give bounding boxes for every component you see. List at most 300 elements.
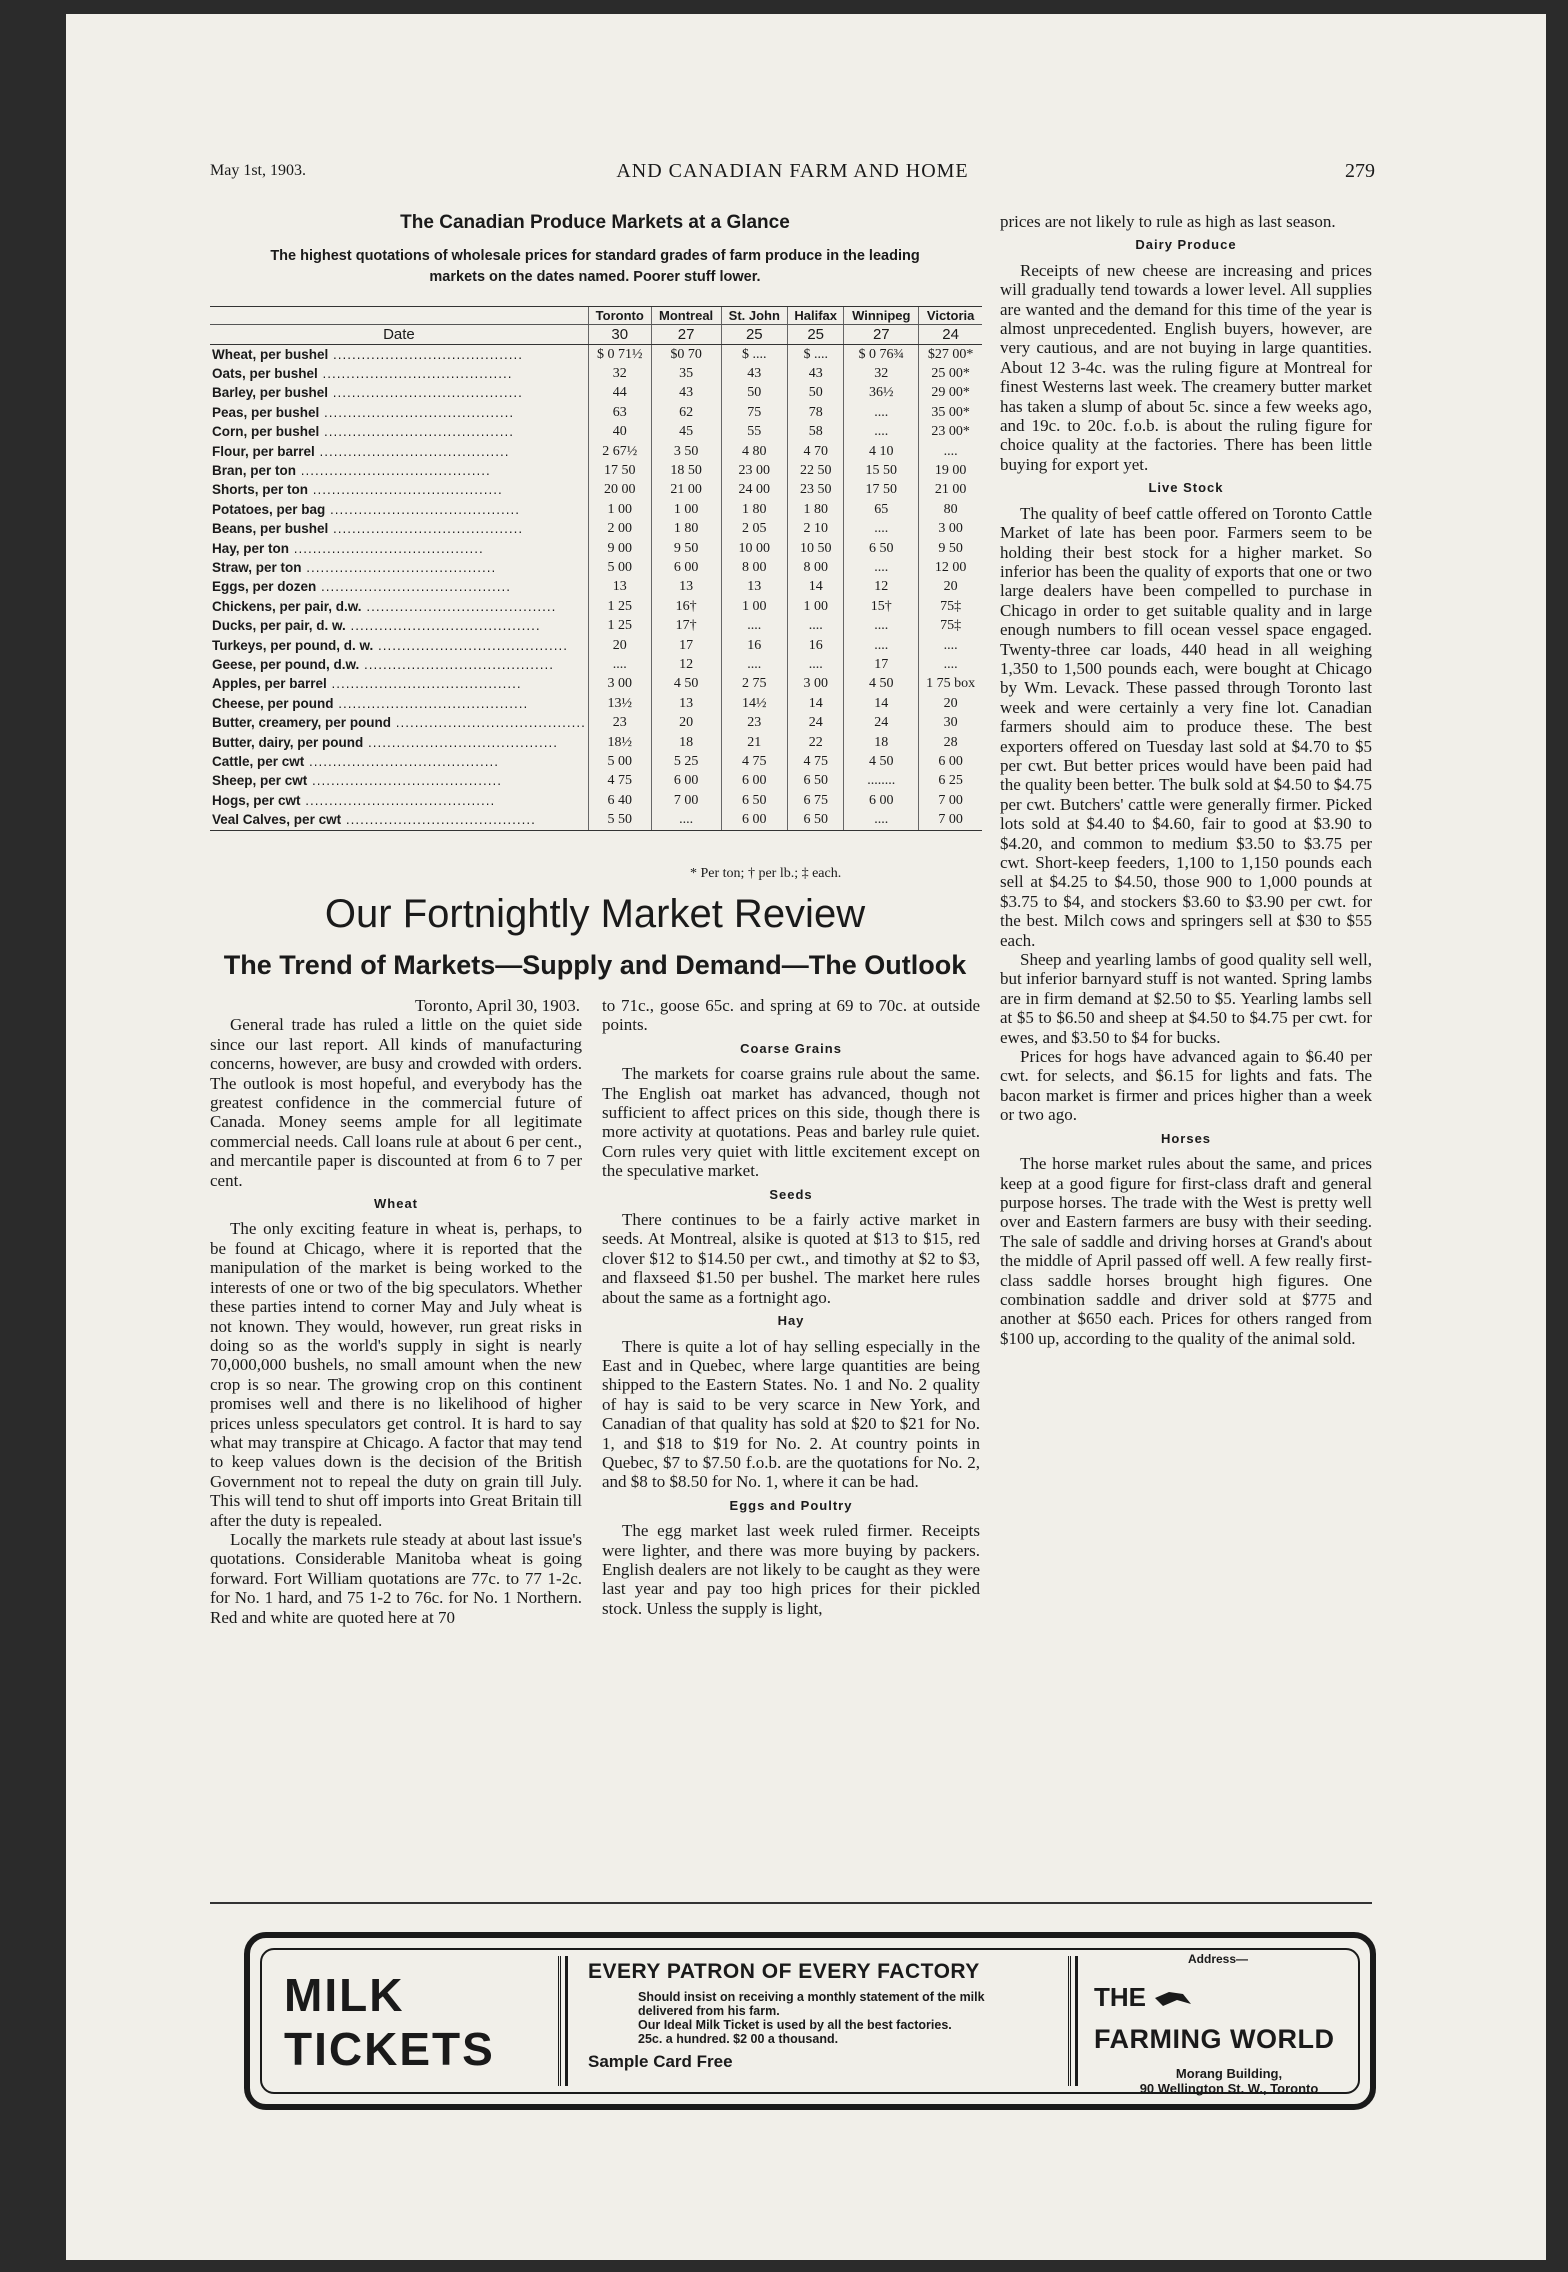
- header-date: May 1st, 1903.: [210, 162, 306, 179]
- price-cell: 43: [788, 364, 844, 383]
- ad-mailing-address: [1094, 2066, 1364, 2096]
- price-cell: 14: [788, 694, 844, 713]
- header-title: AND CANADIAN FARM AND HOME: [616, 160, 969, 182]
- commodity-label: Hogs, per cwt: [212, 792, 301, 808]
- price-cell: 1 25: [588, 616, 651, 635]
- paragraph: Receipts of new cheese are increasing and prices will gradually tend towards a lower level. All supplies are wanted and the demand for this time of the year is almost unprecedented. English buyers, however, are very cautious, and are not buying in large quantities. About 12 3-4c. was the ruling figure at Montreal for finest Westerns last week. The creamery butter market has taken a slump of about 5c. since a few weeks ago, and 19c. to 20c. f.o.b. is about the ruling figure for choice quality at the factories. There has been little buying for export yet.: [1000, 260, 1372, 474]
- ad-product-name: [284, 1968, 495, 2076]
- commodity-cell: [210, 403, 588, 422]
- ad-the: [1094, 1982, 1193, 2013]
- page-number: 279: [1345, 160, 1375, 182]
- section-heading: Wheat: [374, 1196, 418, 1212]
- table-row: [210, 772, 982, 791]
- price-cell: 35 00*: [919, 403, 982, 422]
- ad-line: delivered from his farm.: [638, 2004, 780, 2018]
- leader-dots: ........................................: [307, 773, 503, 789]
- section-heading: Dairy Produce: [1135, 237, 1237, 253]
- price-cell: 43: [721, 364, 788, 383]
- paragraph: prices are not likely to rule as high as last season.: [1000, 212, 1336, 231]
- price-cell: 5 00: [588, 558, 651, 577]
- price-cell: 6 00: [721, 772, 788, 791]
- table-title: The Canadian Produce Markets at a Glance: [400, 212, 790, 233]
- commodity-cell: [210, 500, 588, 519]
- commodity-label: Corn, per bushel: [212, 424, 320, 440]
- table-row: [210, 442, 982, 461]
- paragraph: The only exciting feature in wheat is, perhaps, to be found at Chicago, where it is reported that the manipulation of the market is being worked to the interests of one or two of the big speculators. Whether these parties intend to corner May and July wheat is not known. They would, however, run great risks in doing so as the world's supply in sight is nearly 70,000,000 bushels, no small amount when the new crop is so near. The growing crop on this continent promises well and there is no likelihood of higher prices unless speculators get control. It is hard to say what may transpire at Chicago. A factor that may tend to keep values down is the decision of the British Government not to repeal the duty on grain till July. This will tend to shut off imports into Great Britain till after the duty is repealed.: [210, 1219, 582, 1530]
- commodity-label: Butter, dairy, per pound: [212, 734, 364, 750]
- date-header-spacer: [210, 307, 588, 325]
- price-cell: 44: [588, 384, 651, 403]
- price-cell: 18 50: [651, 461, 721, 480]
- price-cell: 6 50: [844, 539, 919, 558]
- price-cell: 16†: [651, 597, 721, 616]
- price-cell: ....: [788, 616, 844, 635]
- paragraph: The markets for coarse grains rule about the same. The English oat market has advanced, though not sufficient to affect prices on this side, though there is more activity at quotations. Peas and barley rule quiet. Corn rules very quiet with little excitement except on the speculative market.: [602, 1064, 980, 1181]
- price-cell: 22: [788, 733, 844, 752]
- price-cell: 58: [788, 423, 844, 442]
- leader-dots: ........................................: [328, 385, 523, 401]
- price-cell: 36½: [844, 384, 919, 403]
- price-cell: ....: [844, 423, 919, 442]
- paragraph: The egg market last week ruled firmer. Receipts were lighter, and there was more buying by packers. English dealers are not likely to be caught as they were last year and pay too high prices for their pickled stock. Unless the supply is light,: [602, 1521, 980, 1618]
- commodity-cell: [210, 481, 588, 500]
- leader-dots: ........................................: [333, 695, 529, 711]
- price-cell: 18½: [588, 733, 651, 752]
- table-row: [210, 616, 982, 635]
- price-cell: 20: [919, 694, 982, 713]
- table-row: [210, 364, 982, 383]
- paragraph: General trade has ruled a little on the quiet side since our last report. All kinds of manufacturing concerns, however, are busy and crowded with orders. The outlook is most hopeful, and everybody has the greatest confidence in the commercial future of Canada. Money seems ample for all legitimate commercial needs. Call loans rule at about 6 per cent., and mercantile paper is discounted at from 6 to 7 per cent.: [210, 1015, 582, 1190]
- ad-tickets: TICKETS: [284, 2023, 495, 2075]
- ad-the-text: THE: [1094, 1982, 1146, 2012]
- table-row: [210, 520, 982, 539]
- commodity-label: Cattle, per cwt: [212, 753, 305, 769]
- commodity-cell: [210, 772, 588, 791]
- price-cell: ....: [919, 655, 982, 674]
- commodity-cell: [210, 461, 588, 480]
- price-cell: 23 00*: [919, 423, 982, 442]
- price-cell: $ 0 76¾: [844, 345, 919, 365]
- price-cell: 78: [788, 403, 844, 422]
- commodity-label: Oats, per bushel: [212, 366, 318, 382]
- commodity-cell: [210, 616, 588, 635]
- date-value: 24: [919, 325, 982, 345]
- commodity-cell: [210, 423, 588, 442]
- ad-line: Should insist on receiving a monthly statement of the milk: [638, 1990, 985, 2004]
- price-cell: 6 25: [919, 772, 982, 791]
- plough-icon: [1153, 1988, 1193, 2010]
- price-cell: 3 00: [588, 675, 651, 694]
- table-row: [210, 791, 982, 810]
- commodity-label: Butter, creamery, per pound: [212, 715, 392, 731]
- ad-line: Our Ideal Milk Ticket is used by all the best factories.: [638, 2018, 952, 2032]
- commodity-cell: [210, 442, 588, 461]
- section-heading: Live Stock: [1148, 480, 1224, 496]
- price-cell: 5 25: [651, 752, 721, 771]
- commodity-cell: [210, 558, 588, 577]
- price-cell: 50: [788, 384, 844, 403]
- price-cell: 19 00: [919, 461, 982, 480]
- price-cell: 28: [919, 733, 982, 752]
- price-cell: 7 00: [919, 791, 982, 810]
- table-row: [210, 752, 982, 771]
- price-cell: ....: [721, 616, 788, 635]
- leader-dots: ........................................: [316, 579, 512, 595]
- price-cell: 6 40: [588, 791, 651, 810]
- commodity-label: Geese, per pound, d.w.: [212, 656, 360, 672]
- price-cell: 4 75: [588, 772, 651, 791]
- price-cell: 13: [588, 578, 651, 597]
- article-column-1: [210, 996, 582, 1627]
- produce-price-table: [210, 306, 982, 831]
- price-cell: 43: [651, 384, 721, 403]
- price-cell: 18: [651, 733, 721, 752]
- table-subtitle-line-2: markets on the dates named. Poorer stuff lower.: [429, 269, 761, 285]
- price-cell: 5 00: [588, 752, 651, 771]
- price-cell: 1 75 box: [919, 675, 982, 694]
- price-cell: 22 50: [788, 461, 844, 480]
- price-cell: 13: [651, 694, 721, 713]
- price-cell: 50: [721, 384, 788, 403]
- price-cell: 16: [788, 636, 844, 655]
- table-row: [210, 694, 982, 713]
- price-cell: 20: [588, 636, 651, 655]
- leader-dots: ........................................: [391, 715, 586, 731]
- price-cell: $ 0 71½: [588, 345, 651, 365]
- leader-dots: ........................................: [304, 753, 500, 769]
- ad-address-label: Address—: [1188, 1952, 1249, 1966]
- date-value: 30: [588, 325, 651, 345]
- price-cell: 6 00: [919, 752, 982, 771]
- table-row: [210, 500, 982, 519]
- commodity-cell: [210, 713, 588, 732]
- leader-dots: ........................................: [308, 482, 503, 498]
- price-cell: 6 00: [844, 791, 919, 810]
- table-row: [210, 713, 982, 732]
- commodity-label: Turkeys, per pound, d. w.: [212, 637, 374, 653]
- paragraph: to 71c., goose 65c. and spring at 69 to 70c. at outside points.: [602, 996, 980, 1035]
- price-cell: 65: [844, 500, 919, 519]
- price-cell: 17 50: [844, 481, 919, 500]
- leader-dots: ........................................: [328, 346, 524, 362]
- price-cell: 4 80: [721, 442, 788, 461]
- price-cell: 2 10: [788, 520, 844, 539]
- price-cell: ........: [844, 772, 919, 791]
- ad-address-line: Morang Building,: [1175, 2066, 1283, 2081]
- price-cell: 1 00: [651, 500, 721, 519]
- price-cell: 4 75: [788, 752, 844, 771]
- price-cell: 15†: [844, 597, 919, 616]
- table-row: [210, 481, 982, 500]
- price-cell: 9 50: [919, 539, 982, 558]
- table-body: [210, 345, 982, 831]
- article-subtitle: The Trend of Markets—Supply and Demand—The Outlook: [223, 950, 967, 980]
- price-cell: 23: [721, 713, 788, 732]
- city-header: Toronto: [588, 307, 651, 325]
- date-value: 27: [651, 325, 721, 345]
- price-cell: 12 00: [919, 558, 982, 577]
- section-heading: Seeds: [769, 1186, 813, 1202]
- price-cell: ....: [651, 810, 721, 830]
- price-cell: ....: [844, 616, 919, 635]
- table-row: [210, 655, 982, 674]
- leader-dots: ........................................: [325, 501, 521, 517]
- table-row: [210, 384, 982, 403]
- price-cell: $0 70: [651, 345, 721, 365]
- price-cell: 15 50: [844, 461, 919, 480]
- city-header: Halifax: [788, 307, 844, 325]
- price-cell: 1 00: [721, 597, 788, 616]
- commodity-cell: [210, 345, 588, 365]
- price-cell: 63: [588, 403, 651, 422]
- price-cell: 14: [844, 694, 919, 713]
- leader-dots: ........................................: [289, 540, 484, 556]
- price-cell: 24: [844, 713, 919, 732]
- city-header: Montreal: [651, 307, 721, 325]
- price-cell: 62: [651, 403, 721, 422]
- price-cell: 4 10: [844, 442, 919, 461]
- leader-dots: ........................................: [345, 618, 541, 634]
- table-row: [210, 403, 982, 422]
- article-title: Our Fortnightly Market Review: [324, 892, 866, 936]
- commodity-label: Ducks, per pair, d. w.: [212, 618, 346, 634]
- table-row: [210, 461, 982, 480]
- table-row: [210, 810, 982, 830]
- price-cell: ....: [844, 403, 919, 422]
- ad-headline: EVERY PATRON OF EVERY FACTORY: [588, 1960, 980, 1983]
- price-cell: 7 00: [919, 810, 982, 830]
- leader-dots: ........................................: [319, 424, 515, 440]
- leader-dots: ........................................: [317, 366, 513, 382]
- commodity-label: Hay, per ton: [212, 540, 290, 556]
- section-heading: Coarse Grains: [740, 1040, 842, 1056]
- price-cell: 1 80: [651, 520, 721, 539]
- price-cell: 14½: [721, 694, 788, 713]
- price-cell: $ ....: [721, 345, 788, 365]
- table-row: [210, 539, 982, 558]
- price-cell: 21 00: [651, 481, 721, 500]
- commodity-cell: [210, 675, 588, 694]
- leader-dots: ........................................: [328, 521, 524, 537]
- price-cell: 23: [588, 713, 651, 732]
- milk-tickets-advertisement: [244, 1932, 1376, 2110]
- commodity-label: Cheese, per pound: [212, 695, 334, 711]
- commodity-cell: [210, 791, 588, 810]
- commodity-cell: [210, 364, 588, 383]
- price-cell: 8 00: [788, 558, 844, 577]
- price-cell: 10 00: [721, 539, 788, 558]
- price-cell: 6 00: [651, 772, 721, 791]
- price-cell: 6 00: [721, 810, 788, 830]
- price-cell: 1 80: [721, 500, 788, 519]
- commodity-cell: [210, 520, 588, 539]
- leader-dots: ........................................: [326, 676, 522, 692]
- city-header: St. John: [721, 307, 788, 325]
- leader-dots: ........................................: [296, 463, 491, 479]
- commodity-label: Peas, per bushel: [212, 404, 320, 420]
- price-cell: 1 80: [788, 500, 844, 519]
- price-cell: 30: [919, 713, 982, 732]
- price-cell: 32: [844, 364, 919, 383]
- date-value: 25: [721, 325, 788, 345]
- price-cell: 6 50: [721, 791, 788, 810]
- price-cell: ....: [588, 655, 651, 674]
- paragraph: There is quite a lot of hay selling especially in the East and in Quebec, where large quantities are being shipped to the Eastern States. No. 1 and No. 2 quality of hay is said to be very scarce in New York, and Canadian of that quality has sold at $20 to $21 for No. 1, and $18 to $19 for No. 2. At country points in Quebec, $7 to $7.50 f.o.b. are the quotations for No. 2, and $8 to $8.50 for No. 1, where it can be had.: [602, 1336, 980, 1492]
- price-cell: 1 25: [588, 597, 651, 616]
- price-cell: 21 00: [919, 481, 982, 500]
- price-cell: 23 00: [721, 461, 788, 480]
- commodity-label: Bran, per ton: [212, 463, 297, 479]
- price-cell: 24: [788, 713, 844, 732]
- price-cell: 2 67½: [588, 442, 651, 461]
- leader-dots: ........................................: [361, 598, 557, 614]
- price-cell: 9 00: [588, 539, 651, 558]
- section-heading: Hay: [777, 1313, 805, 1329]
- price-cell: 35: [651, 364, 721, 383]
- price-cell: ....: [844, 810, 919, 830]
- price-cell: 32: [588, 364, 651, 383]
- leader-dots: ........................................: [359, 656, 555, 672]
- price-cell: 1 00: [788, 597, 844, 616]
- price-cell: 24 00: [721, 481, 788, 500]
- commodity-cell: [210, 636, 588, 655]
- commodity-label: Apples, per barrel: [212, 676, 327, 692]
- price-cell: 17: [651, 636, 721, 655]
- leader-dots: ........................................: [319, 404, 515, 420]
- price-cell: 13: [651, 578, 721, 597]
- price-cell: 6 75: [788, 791, 844, 810]
- price-cell: $ ....: [788, 345, 844, 365]
- price-cell: 17†: [651, 616, 721, 635]
- table-row: [210, 423, 982, 442]
- commodity-cell: [210, 597, 588, 616]
- article-column-3: [1000, 212, 1372, 1348]
- commodity-cell: [210, 733, 588, 752]
- commodity-cell: [210, 810, 588, 830]
- ad-line: 25c. a hundred. $2 00 a thousand.: [638, 2032, 839, 2046]
- price-cell: 10 50: [788, 539, 844, 558]
- commodity-label: Flour, per barrel: [212, 443, 315, 459]
- table-footnote: * Per ton; † per lb.; ‡ each.: [690, 866, 842, 881]
- date-value: 27: [844, 325, 919, 345]
- leader-dots: ........................................: [300, 792, 496, 808]
- price-cell: 18: [844, 733, 919, 752]
- commodity-cell: [210, 384, 588, 403]
- leader-dots: ........................................: [314, 443, 510, 459]
- price-cell: 4 70: [788, 442, 844, 461]
- price-cell: $27 00*: [919, 345, 982, 365]
- leader-dots: ........................................: [373, 637, 569, 653]
- date-header: Date: [210, 325, 588, 345]
- price-cell: 8 00: [721, 558, 788, 577]
- commodity-cell: [210, 578, 588, 597]
- paragraph: Prices for hogs have advanced again to $6.40 per cwt. for selects, and $6.15 for lights and fats. The bacon market is firmer and prices higher than a week or two ago.: [1000, 1047, 1372, 1125]
- table-row: [210, 733, 982, 752]
- commodity-label: Sheep, per cwt: [212, 773, 308, 789]
- price-cell: 17 50: [588, 461, 651, 480]
- section-heading: Horses: [1160, 1130, 1212, 1146]
- commodity-cell: [210, 655, 588, 674]
- commodity-label: Chickens, per pair, d.w.: [212, 598, 362, 614]
- section-heading: Eggs and Poultry: [729, 1497, 853, 1513]
- table-row: [210, 345, 982, 365]
- price-cell: 2 75: [721, 675, 788, 694]
- ad-body: [638, 1990, 1058, 2046]
- price-cell: 2 00: [588, 520, 651, 539]
- paragraph: There continues to be a fairly active market in seeds. At Montreal, alsike is quoted at $13 to $15, red clover $12 to $14.50 per cwt., and timothy at $2 to $3, and flaxseed $1.50 per bushel. The market here rules about the same as a fortnight ago.: [602, 1210, 980, 1307]
- price-cell: 6 50: [788, 810, 844, 830]
- city-header: Victoria: [919, 307, 982, 325]
- table-row: [210, 558, 982, 577]
- commodity-cell: [210, 752, 588, 771]
- price-cell: 20: [651, 713, 721, 732]
- table-row: [210, 675, 982, 694]
- price-cell: 13: [721, 578, 788, 597]
- city-header: Winnipeg: [844, 307, 919, 325]
- ad-address-line: 90 Wellington St. W., Toronto: [1139, 2081, 1319, 2096]
- commodity-cell: [210, 694, 588, 713]
- price-cell: ....: [919, 442, 982, 461]
- commodity-label: Barley, per bushel: [212, 385, 329, 401]
- paragraph: Locally the markets rule steady at about last issue's quotations. Considerable Manitoba wheat is going forward. Fort William quotations are 77c. to 77 1-2c. for No. 1 hard, and 75 1-2 to 76c. for No. 1 Northern. Red and white are quoted here at 70: [210, 1529, 582, 1627]
- price-cell: 75: [721, 403, 788, 422]
- commodity-label: Veal Calves, per cwt: [212, 812, 342, 828]
- price-cell: 14: [788, 578, 844, 597]
- price-cell: 3 00: [788, 675, 844, 694]
- price-cell: 75‡: [919, 616, 982, 635]
- commodity-label: Wheat, per bushel: [212, 346, 329, 362]
- price-cell: 4 50: [844, 752, 919, 771]
- ad-farming-world: FARMING WORLD: [1094, 2024, 1335, 2054]
- commodity-label: Beans, per bushel: [212, 521, 329, 537]
- price-cell: 9 50: [651, 539, 721, 558]
- ad-milk: MILK: [284, 1969, 405, 2021]
- price-cell: 20: [919, 578, 982, 597]
- paragraph: The quality of beef cattle offered on Toronto Cattle Market of late has been poor. Farmers seem to be holding their best stock for a higher market. So inferior has been the quality of exports that one or two large dealers have been compelled to purchase in Chicago in order to get suitable quality and in large enough numbers to fill ocean vessel space engaged. Twenty-three car loads, 440 head in all weighing 1,350 to 1,500 pounds each, were bought at Chicago by Wm. Levack. These passed through Toronto last week and were certainly a very fine lot. Canadian farmers should aim to produce these. The best exporters offered on Tuesday last sold at $4.70 to $5 per cwt. But better prices would have been paid had the quality been better. The bulk sold at $4.50 to $4.75 per cwt. Butchers' cattle were generally firmer. Picked lots sold at $4.40 to $4.60, fair to good at $3.90 to $4.20, and common to medium $3.50 to $3.75 per cwt. Short-keep feeders, 1,100 to 1,150 pounds each sell at $4.25 to $4.50, those 900 to 1,000 pounds at $3.75 to $4, and stockers $3.60 to $3.90 per cwt. for the best. Milch cows and springers sell at $30 to $55 each.: [1000, 503, 1372, 950]
- price-cell: 3 50: [651, 442, 721, 461]
- price-cell: 45: [651, 423, 721, 442]
- price-cell: 20 00: [588, 481, 651, 500]
- ad-separator: [558, 1956, 568, 2086]
- price-cell: 21: [721, 733, 788, 752]
- price-cell: 23 50: [788, 481, 844, 500]
- article-column-2: [602, 996, 980, 1618]
- page-divider: [210, 1902, 1372, 1904]
- table-subtitle-line-1: The highest quotations of wholesale prices for standard grades of farm produce in the leading: [270, 248, 920, 264]
- price-cell: 25 00*: [919, 364, 982, 383]
- price-cell: 80: [919, 500, 982, 519]
- price-cell: 3 00: [919, 520, 982, 539]
- commodity-label: Shorts, per ton: [212, 482, 309, 498]
- price-cell: 7 00: [651, 791, 721, 810]
- ad-sample-offer: Sample Card Free: [588, 2052, 733, 2071]
- date-value: 25: [788, 325, 844, 345]
- leader-dots: ........................................: [341, 812, 536, 828]
- price-cell: 2 05: [721, 520, 788, 539]
- ad-separator: [1068, 1956, 1078, 2086]
- dateline: Toronto, April 30, 1903.: [414, 996, 580, 1015]
- price-cell: 12: [844, 578, 919, 597]
- commodity-label: Eggs, per dozen: [212, 579, 317, 595]
- price-cell: 12: [651, 655, 721, 674]
- commodity-label: Potatoes, per bag: [212, 501, 326, 517]
- price-cell: 17: [844, 655, 919, 674]
- table-subtitle: [210, 246, 980, 288]
- price-cell: 16: [721, 636, 788, 655]
- price-cell: 29 00*: [919, 384, 982, 403]
- table-row: [210, 578, 982, 597]
- price-cell: 4 75: [721, 752, 788, 771]
